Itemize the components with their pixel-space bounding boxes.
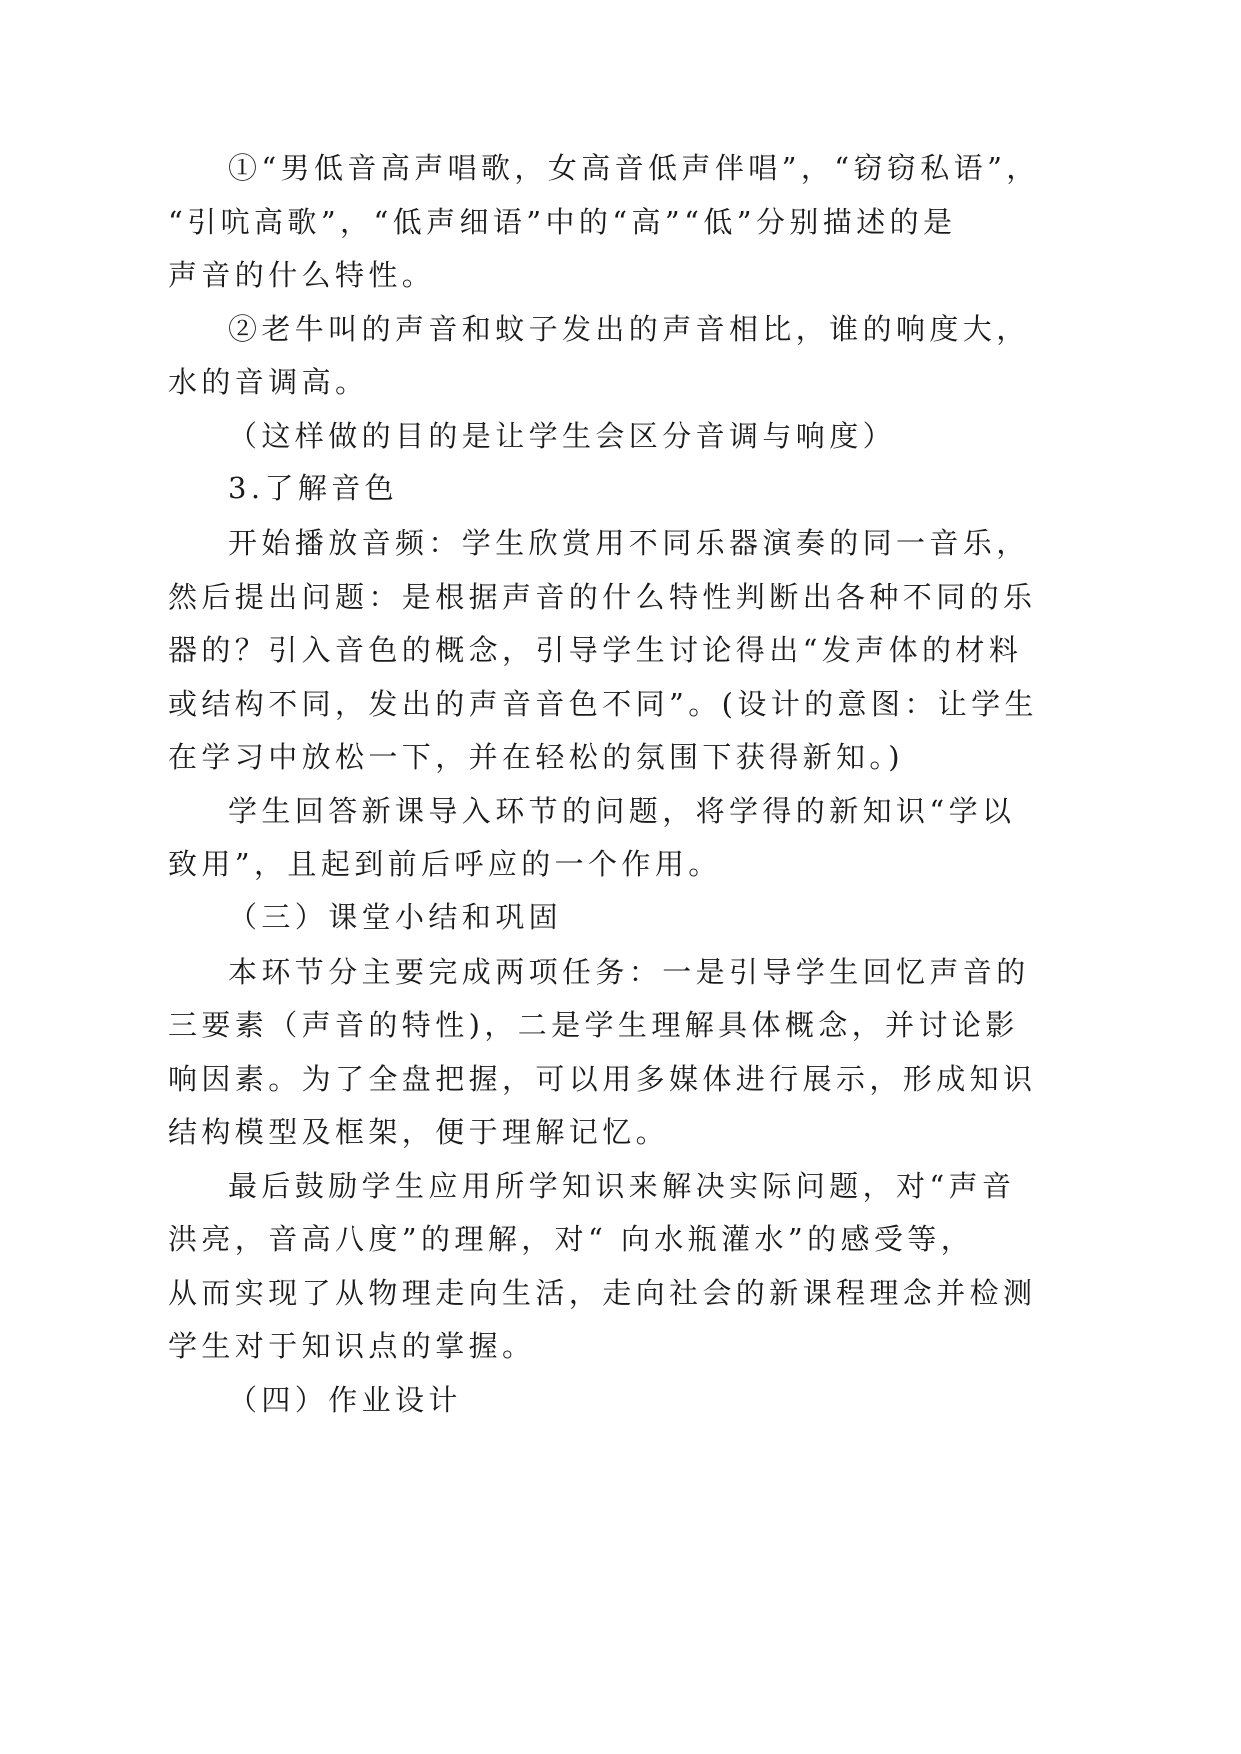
text-line: 响因素。为了全盘把握，可以用多媒体进行展示，形成知识 [168,1062,1037,1096]
text-line: （这样做的目的是让学生会区分音调与响度） [228,419,897,453]
section-heading: 3.了解音色 [228,471,399,505]
text-line: 最后鼓励学生应用所学知识来解决实际问题，对“声音 [228,1169,1016,1203]
text-line: “引吭高歌”，“低声细语”中的“高”“低”分别描述的是 [168,205,957,239]
text-line: 器的？引入音色的概念，引导学生讨论得出“发声体的材料 [168,633,1023,667]
section-heading: （四）作业设计 [228,1383,462,1417]
text-line: 三要素（声音的特性)，二是学生理解具体概念，并讨论影 [168,1008,1019,1042]
text-line: 本环节分主要完成两项任务：一是引导学生回忆声音的 [228,955,1030,989]
text-line: 洪亮，音高八度”的理解，对“ 向水瓶灌水”的感受等， [168,1222,975,1256]
text-line: ①“男低音高声唱歌，女高音低声伴唱”，“窃窃私语”， [228,151,1040,185]
text-line: 然后提出问题：是根据声音的什么特性判断出各种不同的乐 [168,580,1037,614]
text-line: 学生回答新课导入环节的问题，将学得的新知识“学以 [228,794,1016,828]
text-line: 学生对于知识点的掌握。 [168,1329,536,1363]
text-line: ②老牛叫的声音和蚊子发出的声音相比，谁的响度大， [228,312,1030,346]
text-line: 声音的什么特性。 [168,258,436,292]
text-line: 或结构不同，发出的声音音色不同”。(设计的意图：让学生 [168,687,1038,721]
section-heading: （三）课堂小结和巩固 [228,900,563,934]
text-line: 开始播放音频：学生欣赏用不同乐器演奏的同一音乐， [228,526,1030,560]
text-line: 在学习中放松一下，并在轻松的氛围下获得新知。) [168,740,905,774]
text-line: 从而实现了从物理走向生活，走向社会的新课程理念并检测 [168,1276,1037,1310]
text-line: 水的音调高。 [168,365,369,399]
text-line: 结构模型及框架，便于理解记忆。 [168,1115,670,1149]
text-line: 致用”，且起到前后呼应的一个作用。 [168,847,722,881]
